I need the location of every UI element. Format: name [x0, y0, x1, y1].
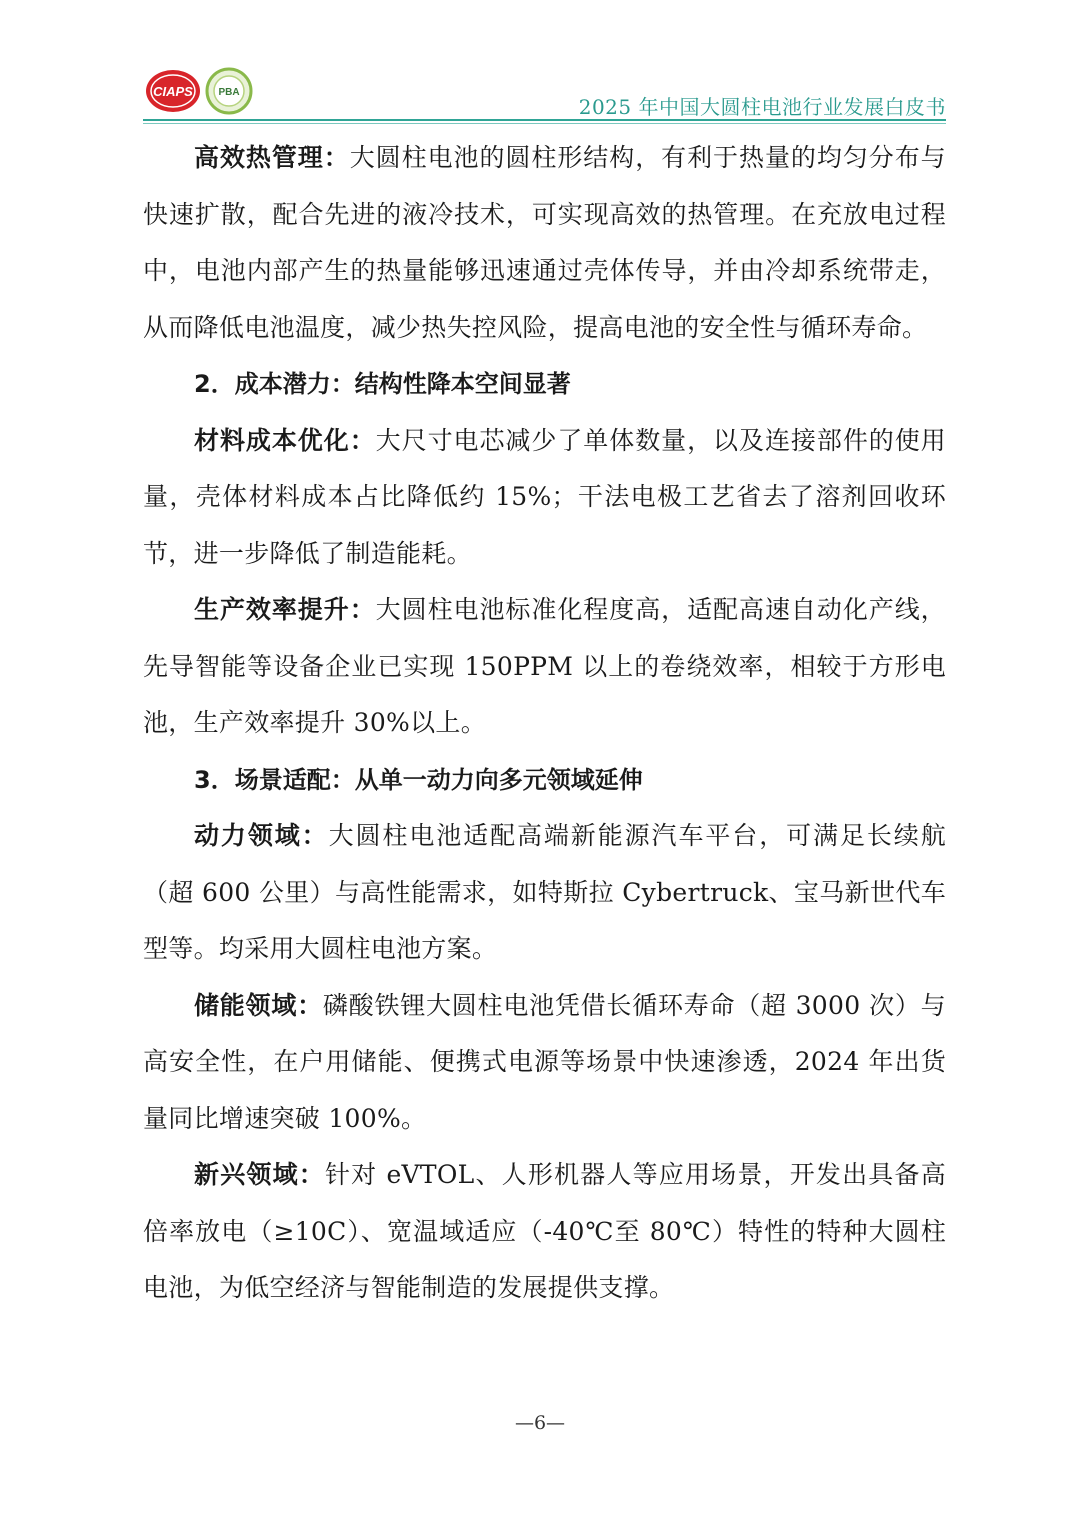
text-thermal: 大圆柱电池的圆柱形结构，有利于热量的均匀分布与快速扩散，配合先进的液冷技术，可实现高效的热管理。在充放电过程中，电池内部产生的热量能够迅速通过壳体传导，并由冷却系统带走，从而降低电池温度，减少热失控风险，提高电池的安全性与循环寿命。	[143, 143, 946, 342]
page-header	[143, 62, 946, 124]
label-material: 材料成本优化：	[194, 425, 376, 455]
ciaps-logo	[144, 68, 202, 114]
document-title: 2025 年中国大圆柱电池行业发展白皮书	[578, 95, 946, 119]
label-thermal: 高效热管理：	[194, 143, 350, 172]
text-production: 大圆柱电池标准化程度高，适配高速自动化产线，先导智能等设备企业已实现 150PPM 以上的卷绕效率，相较于方形电池，生产效率提升 30%以上。	[143, 595, 946, 737]
paragraph-thermal	[143, 130, 946, 356]
label-storage: 储能领域：	[194, 990, 323, 1020]
text-material: 大尺寸电芯减少了单体数量，以及连接部件的使用量，壳体材料成本占比降低约 15%；干法电极工艺省去了溶剂回收环节，进一步降低了制造能耗。	[143, 425, 946, 568]
paragraph-material	[143, 413, 946, 583]
label-power: 动力领域：	[194, 821, 329, 850]
text-storage: 磷酸铁锂大圆柱电池凭借长循环寿命（超 3000 次）与高安全性，在户用储能、便携式电源等场景中快速渗透，2024 年出货量同比增速突破 100%。	[143, 990, 946, 1133]
paragraph-emerging	[143, 1147, 946, 1317]
paragraph-power	[143, 808, 946, 978]
header-rule	[143, 119, 946, 121]
page-number: —6—	[514, 1412, 566, 1434]
paragraph-production	[143, 582, 946, 752]
text-emerging: 针对 eVTOL、人形机器人等应用场景，开发出具备高倍率放电（≥10C）、宽温域适应（-40℃至 80℃）特性的特种大圆柱电池，为低空经济与智能制造的发展提供支撑。	[143, 1160, 946, 1302]
header-rule-thin	[143, 123, 946, 124]
heading-scenario: 3．场景适配：从单一动力向多元领域延伸	[194, 765, 643, 794]
svg-text:CIAPS: CIAPS	[153, 84, 193, 99]
document-body	[143, 130, 946, 1317]
label-emerging: 新兴领域：	[194, 1160, 325, 1189]
svg-text:PBA: PBA	[218, 87, 240, 98]
pba-logo	[205, 67, 253, 115]
heading-cost-potential: 2．成本潜力：结构性降本空间显著	[194, 370, 571, 398]
paragraph-storage	[143, 978, 946, 1148]
text-power: 大圆柱电池适配高端新能源汽车平台，可满足长续航（超 600 公里）与高性能需求，如特斯拉 Cybertruck、宝马新世代车型等。均采用大圆柱电池方案。	[143, 821, 946, 963]
label-production: 生产效率提升：	[194, 595, 376, 624]
